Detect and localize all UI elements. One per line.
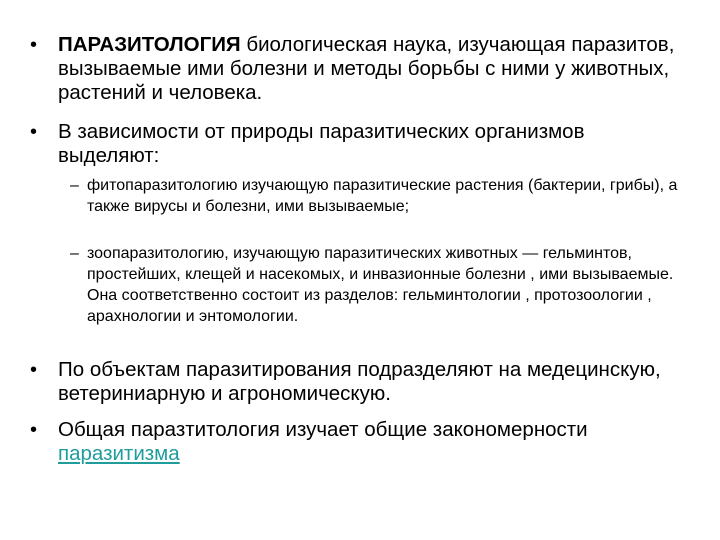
bullet-item-definition <box>30 33 690 105</box>
bullet-item-objects <box>30 358 690 406</box>
bullet-item-classification <box>30 120 690 168</box>
bullet-icon: • <box>30 121 38 143</box>
sub-item-text: зоопаразитологию, изучающую паразитических животных — гельминтов, простейших, клещей и насекомых, и инвазионные болезни , ими вызываемые. Она соответственно состоит из разделов: гельминтологии , протозоологии , арахнологии и энтомологии. <box>87 245 674 325</box>
definition-text: биологическая наука, изучающая паразитов, вызываемые ими болезни и методы борьбы с ними у животных, растений и человека. <box>58 33 675 104</box>
sub-item-text: фитопаразитологию изучающую паразитические растения (бактерии, грибы), а также вирусы и болезни, ими вызываемые; <box>87 177 678 215</box>
bullet-text <box>58 33 690 105</box>
general-text: Общая паразтитология изучает общие закономерности <box>58 418 588 441</box>
dash-icon: – <box>70 245 79 262</box>
bullet-item-general <box>30 418 690 466</box>
bullet-text <box>58 418 690 466</box>
bullet-icon: • <box>30 419 38 441</box>
parasitism-link[interactable]: паразитизма <box>58 442 180 465</box>
sub-item-zooparasitology <box>70 243 690 327</box>
bullet-text: По объектам паразитирования подразделяют на медецинскую, ветериниарную и агрономическую. <box>58 358 661 405</box>
sub-item-phytoparasitology <box>70 175 690 217</box>
bullet-text: В зависимости от природы паразитических организмов выделяют: <box>58 120 585 167</box>
bullet-icon: • <box>30 34 38 56</box>
dash-icon: – <box>70 177 79 194</box>
term-parasitology: ПАРАЗИТОЛОГИЯ <box>58 33 241 56</box>
bullet-icon: • <box>30 359 38 381</box>
